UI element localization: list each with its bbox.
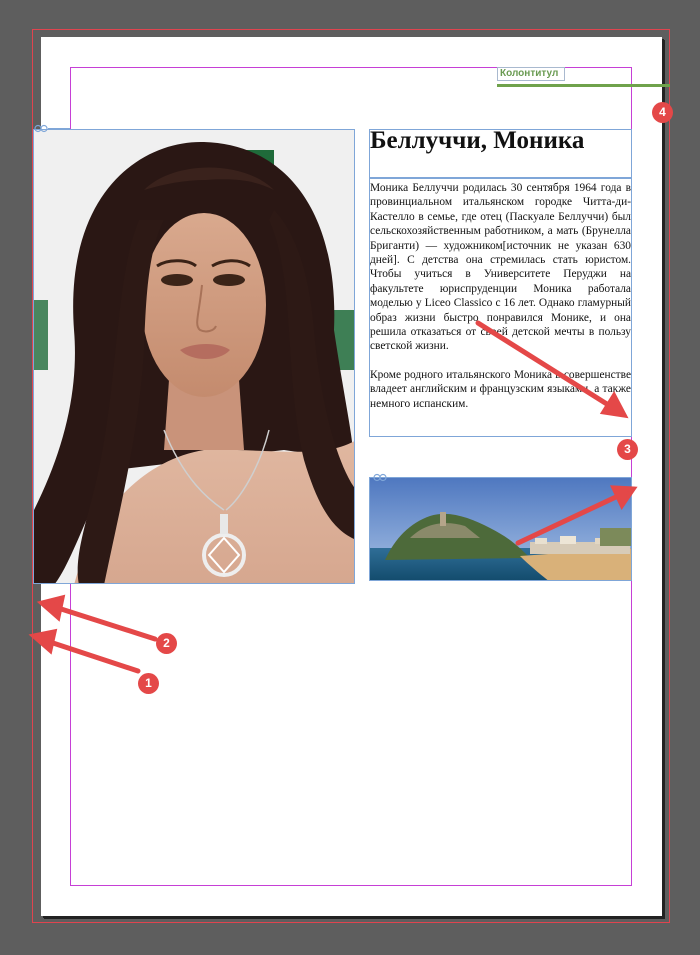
arrow-4 bbox=[518, 496, 618, 543]
callout-badge: 1 bbox=[138, 673, 159, 694]
arrow-1 bbox=[50, 642, 138, 671]
callout-badge: 2 bbox=[156, 633, 177, 654]
article-title: Беллуччи, Моника bbox=[370, 127, 585, 154]
arrow-1-head bbox=[34, 632, 54, 650]
body-paragraph: Кроме родного итальянского Моника в совершенстве владеет английским и французским языками, а также немного испанским. bbox=[370, 368, 631, 410]
arrow-2 bbox=[58, 608, 155, 639]
arrow-2-head bbox=[42, 598, 62, 617]
arrow-3-head bbox=[604, 396, 624, 415]
callout-badge: 4 bbox=[652, 102, 673, 123]
arrow-4-head bbox=[614, 488, 633, 505]
arrow-3 bbox=[478, 323, 610, 406]
running-header-label: Колонтитул bbox=[500, 68, 559, 79]
body-paragraph: Моника Беллуччи родилась 30 сентября 1964 года в провинциальном итальянском городке Читта-ди-Кастелло в семье, где отец (Паскуале Беллуччи) был сельскохозяйственным работником, а мать (Брунелла Бриганти) — художником[источник не указан 630 дней]. С детства она стремилась стать юристом. Чтобы учиться в Университете Перуджи на факультете юриспруденции Моника работала моделью у Liceo Classico с 16 лет. Однако гламурный образ жизни быстро понравился Монике, и она решила отказаться от своей детской мечты в пользу светской жизни. bbox=[370, 182, 631, 353]
callout-badge: 3 bbox=[617, 439, 638, 460]
